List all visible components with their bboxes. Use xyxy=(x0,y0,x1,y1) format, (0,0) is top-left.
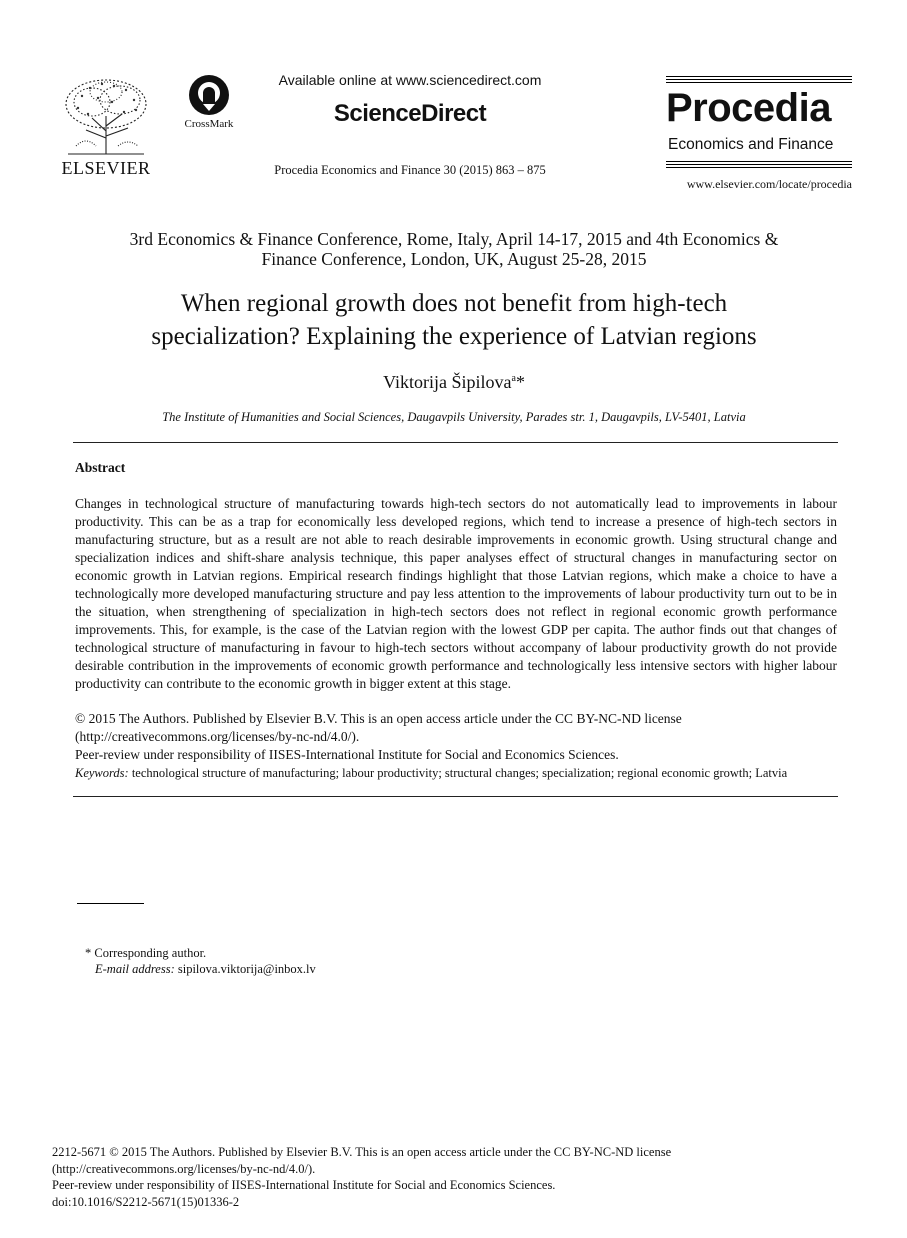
email-line xyxy=(95,962,316,977)
journal-reference: Procedia Economics and Finance 30 (2015) 863 – 875 xyxy=(274,163,546,177)
abstract-body: Changes in technological structure of manufacturing towards high-tech sectors do not automatically lead to improvements in labour productivity. This can be as a trap for economically less developed regions, which tend to increase a presence of high-tech sectors in manufacturing structure, but as a result are not able to reach desirable improvements in economic growth. Using structural change and specialization indices and shift-share analysis technique, this paper analyses effect of structural changes in manufacturing sector on economic growth in Latvian regions. Empirical research findings highlight that those Latvian regions, which make a choice to have a technologically more developed manufacturing structure and pay less attention to the improvements of labour productivity turn out to be in the situation, when strengthening of specialization in high-tech sectors does not reflect in regional economic growth performance improvements. This, for example, is the case of the Latvian region with the lowest GDP per capita. The author finds out that changes of technological structure of manufacturing in favour to high-tech sectors without accompany of labour productivity growth do not provide desirable contribution in the improvements of economic growth performance and technologically less intensive sectors with higher labour productivity can contribute to the economic growth in bigger extent at this stage. xyxy=(75,496,837,691)
masthead-rule xyxy=(666,82,852,83)
masthead-rule xyxy=(666,164,852,165)
section-divider xyxy=(73,796,838,797)
author-name: Viktorija Šipilova xyxy=(383,372,512,392)
crossmark-icon xyxy=(188,74,230,116)
affiliation: The Institute of Humanities and Social Sciences, Daugavpils University, Parades str. 1, Daugavpils, LV-5401, Latvia xyxy=(162,410,746,424)
masthead-rule xyxy=(666,167,852,168)
masthead-rule xyxy=(666,76,852,77)
keywords-label: Keywords: xyxy=(75,766,129,780)
copyright-notice xyxy=(75,710,837,764)
abstract-heading: Abstract xyxy=(75,460,126,475)
crossmark-label: CrossMark xyxy=(184,118,234,130)
paper-title xyxy=(70,287,838,353)
corresponding-author-note: * Corresponding author. xyxy=(85,946,207,960)
procedia-subtitle: Economics and Finance xyxy=(668,136,834,153)
masthead-rule xyxy=(666,79,852,80)
title-line: When regional growth does not benefit from high-tech xyxy=(180,290,728,317)
footer-peer-review: Peer-review under responsibility of IISES-International Institute for Social and Economics Sciences. xyxy=(52,1178,556,1192)
footer-license-link[interactable]: (http://creativecommons.org/licenses/by-nc-nd/4.0/). xyxy=(52,1161,316,1176)
procedia-title: Procedia xyxy=(666,86,831,130)
section-divider xyxy=(73,442,838,443)
conference-info xyxy=(70,229,838,269)
elsevier-tree-icon xyxy=(62,76,150,156)
doi-line[interactable]: doi:10.1016/S2212-5671(15)01336-2 xyxy=(52,1194,240,1209)
email-label: E-mail address: xyxy=(95,962,175,976)
sciencedirect-wordmark: ScienceDirect xyxy=(333,100,487,127)
license-link[interactable]: (http://creativecommons.org/licenses/by-nc-nd/4.0/). xyxy=(75,729,360,744)
copyright-line: © 2015 The Authors. Published by Elsevier B.V. This is an open access article under the CC BY-NC-ND license xyxy=(75,711,682,726)
peer-review-note: Peer-review under responsibility of IISES-International Institute for Social and Economics Sciences. xyxy=(75,747,619,762)
available-online-text: Available online at www.sciencedirect.com xyxy=(278,72,542,88)
author-line xyxy=(70,372,838,393)
author-affiliation-marker: a xyxy=(511,373,516,384)
conference-line: Finance Conference, London, UK, August 25-28, 2015 xyxy=(261,249,647,269)
issn-license-line: 2212-5671 © 2015 The Authors. Published by Elsevier B.V. This is an open access article under the CC BY-NC-ND license xyxy=(52,1145,672,1159)
masthead-rule xyxy=(666,161,852,162)
keywords-list: technological structure of manufacturing; labour productivity; structural changes; specialization; regional economic growth; Latvia xyxy=(128,766,788,780)
corresponding-marker: * xyxy=(515,372,525,392)
procedia-masthead xyxy=(666,74,852,192)
footnote-rule xyxy=(77,903,144,904)
elsevier-logo xyxy=(56,74,156,178)
procedia-url-link[interactable]: www.elsevier.com/locate/procedia xyxy=(686,177,852,191)
keywords xyxy=(75,764,837,782)
conference-line: 3rd Economics & Finance Conference, Rome, Italy, April 14-17, 2015 and 4th Economics & xyxy=(129,229,779,249)
crossmark-badge[interactable] xyxy=(178,74,240,134)
title-line: specialization? Explaining the experience of Latvian regions xyxy=(151,323,757,350)
email-address[interactable]: sipilova.viktorija@inbox.lv xyxy=(174,962,316,976)
elsevier-wordmark: ELSEVIER xyxy=(61,158,151,178)
publication-footer xyxy=(52,1144,872,1210)
